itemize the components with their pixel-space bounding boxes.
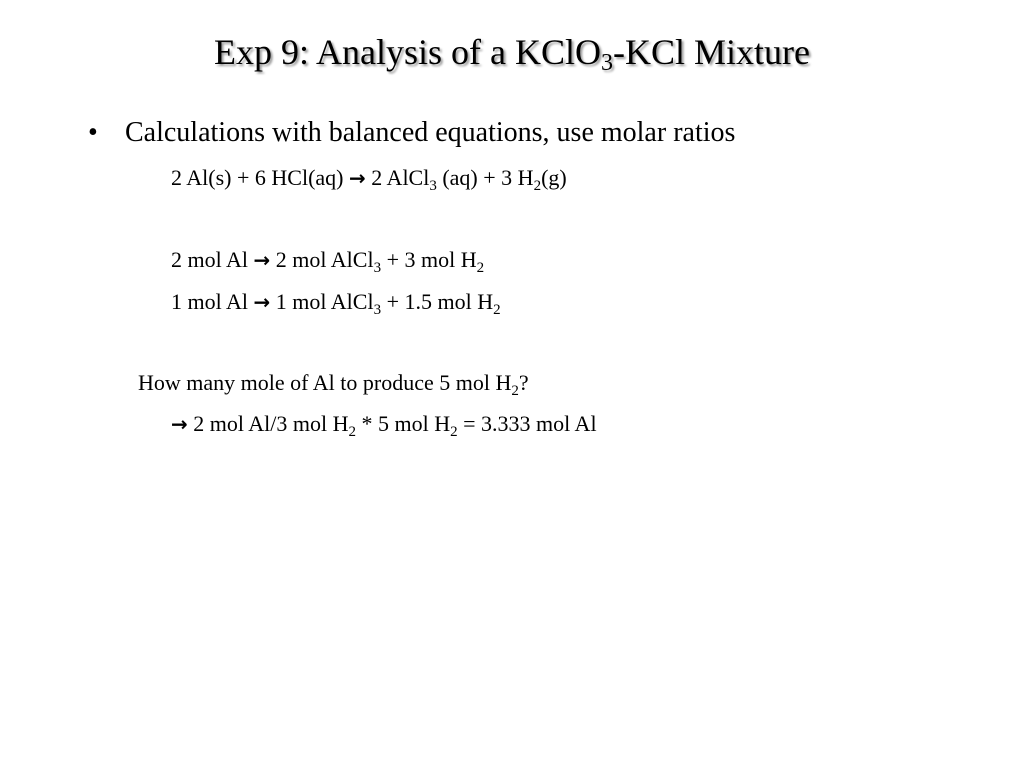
bullet-icon: • [88, 117, 98, 148]
question [138, 368, 529, 398]
equation-state: (g) [541, 165, 567, 190]
slide-title [0, 28, 1024, 76]
subscript: 2 [493, 302, 501, 318]
ratio-product-2: + 3 mol H [381, 247, 477, 272]
answer-part-1: 2 mol Al/3 mol H [187, 411, 349, 436]
equation-product-1: 2 AlCl [365, 165, 430, 190]
title-suffix: -KCl Mixture [613, 32, 810, 72]
molar-ratio-1 [171, 287, 501, 317]
ratio-product-1: 2 mol AlCl [270, 247, 374, 272]
arrow-icon: → [349, 166, 366, 190]
ratio-reactant: 1 mol Al [171, 289, 254, 314]
molar-ratio-2 [171, 245, 484, 275]
answer [171, 409, 597, 439]
subscript: 2 [450, 424, 458, 440]
answer-part-2: * 5 mol H [356, 411, 451, 436]
title-prefix: Exp 9: Analysis of a KClO [214, 32, 601, 72]
ratio-product-1: 1 mol AlCl [270, 289, 374, 314]
subscript: 2 [476, 260, 485, 276]
subscript: 3 [429, 178, 437, 194]
balanced-equation [171, 163, 567, 193]
bullet-text: Calculations with balanced equations, use molar ratios [125, 117, 736, 148]
ratio-reactant: 2 mol Al [171, 247, 254, 272]
subscript: 3 [373, 260, 382, 276]
equation-product-2: (aq) + 3 H [436, 165, 534, 190]
question-text: How many mole of Al to produce 5 mol H [138, 370, 512, 395]
bullet-item [88, 113, 735, 153]
arrow-icon: → [171, 412, 188, 436]
equation-reactants: 2 Al(s) + 6 HCl(aq) [171, 165, 349, 190]
arrow-icon: → [253, 290, 271, 314]
ratio-product-2: + 1.5 mol H [381, 289, 494, 314]
subscript: 2 [533, 178, 542, 194]
subscript: 2 [348, 424, 357, 440]
title-subscript: 3 [601, 50, 613, 76]
subscript: 3 [373, 302, 382, 318]
subscript: 2 [511, 383, 519, 399]
arrow-icon: → [253, 248, 271, 272]
answer-result: = 3.333 mol Al [457, 411, 597, 436]
question-mark: ? [518, 370, 529, 395]
